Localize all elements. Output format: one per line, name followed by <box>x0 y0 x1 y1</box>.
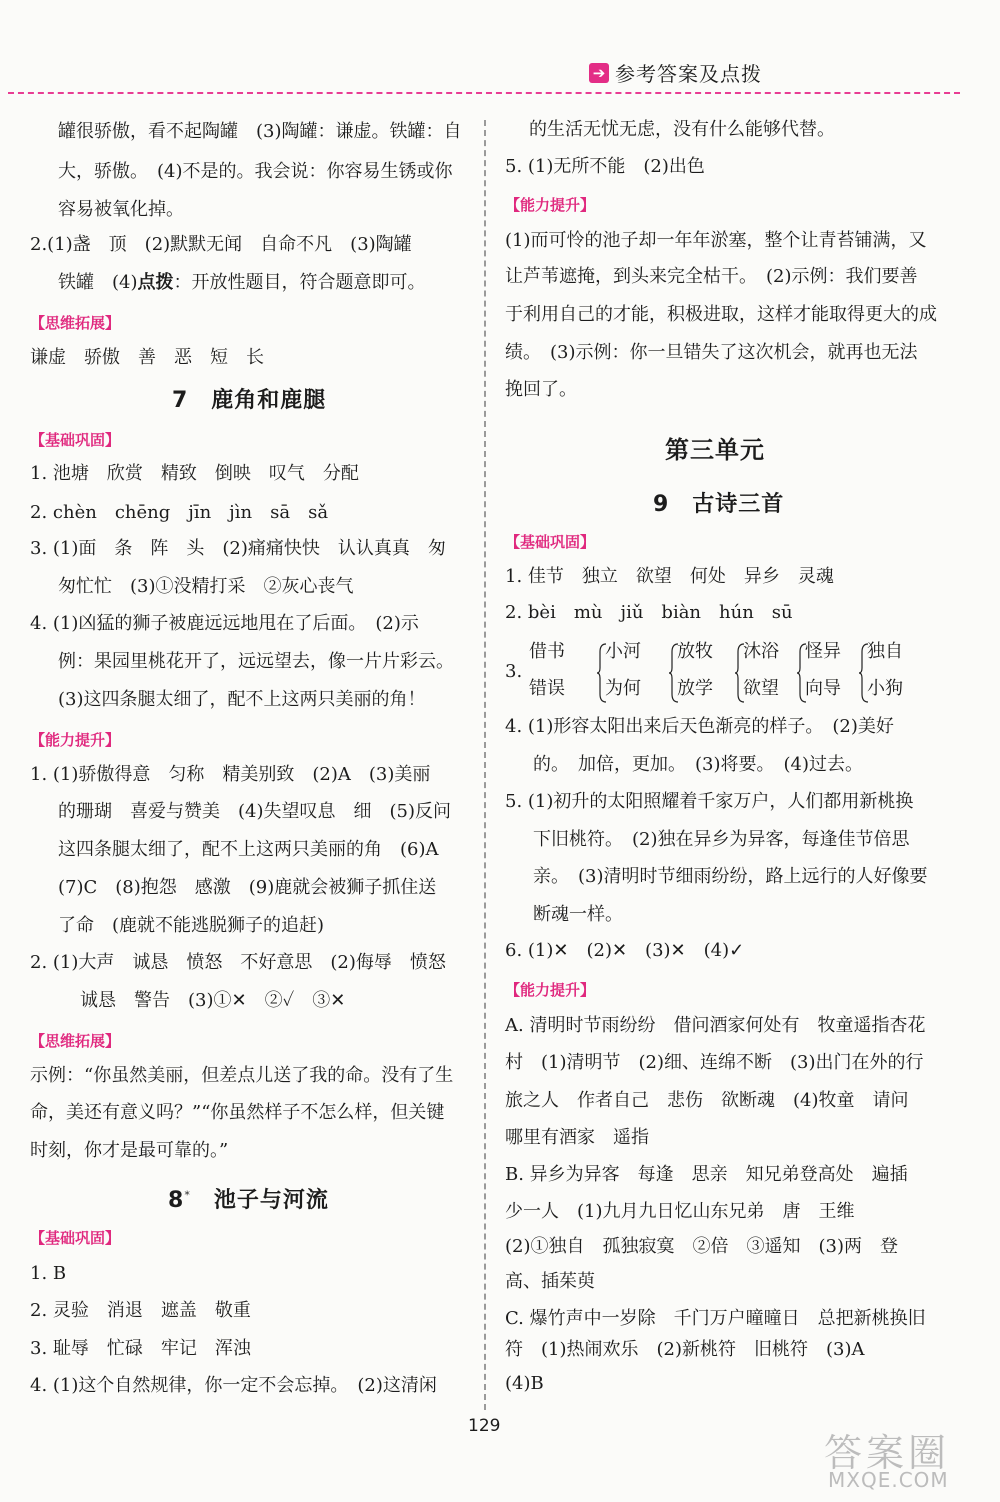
section-tag: 【思维拓展】 <box>30 1032 121 1050</box>
word-pair-item: 独自 <box>867 641 903 662</box>
lesson-number: 8 <box>168 1188 185 1213</box>
text-line: 于利用自己的才能，积极进取，这样才能取得更大的成 <box>505 304 937 325</box>
text-line: 下旧桃符。 (2)独在异乡为异客，每逢佳节倍思 <box>533 829 910 850</box>
word-pair-item: 放牧 <box>677 641 713 662</box>
text-line: 罐很骄傲，看不起陶罐 (3)陶罐：谦虚。铁罐：自 <box>58 121 462 142</box>
column-divider <box>484 120 486 1410</box>
text-line: 旅之人 作者自己 悲伤 欲断魂 (4)牧童 请问 <box>505 1090 909 1111</box>
text-line: 的珊瑚 喜爱与赞美 (4)失望叹息 细 (5)反问 <box>58 801 451 822</box>
text-line: 1. 佳节 独立 欲望 何处 异乡 灵魂 <box>505 566 834 587</box>
lesson-title: 7 鹿角和鹿腿 <box>172 388 327 413</box>
watermark-url: MXQE.COM <box>828 1468 949 1492</box>
text-segment: ：开放性题目，符合题意即可。 <box>173 272 426 293</box>
text-line: 5. (1)初升的太阳照耀着千家万户，人们都用新桃换 <box>505 791 914 812</box>
text-line: C. 爆竹声中一岁除 千门万户曈曈日 总把新桃换旧 <box>505 1308 926 1329</box>
text-line: 了命 (鹿就不能逃脱狮子的追赶) <box>58 915 325 936</box>
text-line: 的生活无忧无虑，没有什么能够代替。 <box>529 119 835 140</box>
word-pair-item: 为何 <box>605 678 641 699</box>
text-line: 少一人 (1)九月九日忆山东兄弟 唐 王维 <box>505 1201 855 1222</box>
text-line: 绩。 (3)示例：你一旦错失了这次机会，就再也无法 <box>505 342 918 363</box>
text-line: (4)B <box>505 1373 544 1394</box>
word-pair-item: 错误 <box>529 678 565 699</box>
word-pair-item: 欲望 <box>743 678 779 699</box>
text-line: 1. 池塘 欣赏 精致 倒映 叹气 分配 <box>30 463 359 484</box>
text-line: 匆忙忙 (3)①没精打采 ②灰心丧气 <box>58 576 354 597</box>
text-line: 大，骄傲。 (4)不是的。我会说：你容易生锈或你 <box>58 161 453 182</box>
text-line: 谦虚 骄傲 善 恶 短 长 <box>30 347 264 368</box>
question-number: 3. <box>505 661 523 682</box>
word-pair-item: 向导 <box>805 678 841 699</box>
text-line: 2.(1)盏 顶 (2)默默无闻 自命不凡 (3)陶罐 <box>30 234 412 255</box>
page-number: 129 <box>468 1416 501 1436</box>
text-line: 亲。 (3)清明时节细雨纷纷，路上远行的人好像要 <box>533 866 928 887</box>
text-line: 命，美还有意义吗？”“你虽然样子不怎么样，但关键 <box>30 1102 445 1123</box>
word-pair-item: 放学 <box>677 678 713 699</box>
text-line: (7)C (8)抱怨 感激 (9)鹿就会被狮子抓住送 <box>58 877 437 898</box>
text-line: 2. chèn chēng jīn jìn sā sǎ <box>30 502 329 523</box>
hint-label: 点拨 <box>137 272 174 293</box>
text-line: 哪里有酒家 遥指 <box>505 1127 649 1148</box>
section-tag: 【基础巩固】 <box>30 431 121 449</box>
unit-title: 第三单元 <box>665 436 765 464</box>
text-line: 挽回了。 <box>505 379 577 400</box>
lesson-title <box>168 1183 329 1214</box>
lesson-title: 9 古诗三首 <box>653 492 785 517</box>
section-tag: 【能力提升】 <box>505 196 596 214</box>
word-pair-item: 小狗 <box>867 678 903 699</box>
word-pair-item: 借书 <box>529 641 565 662</box>
text-line: 3. (1)面 条 阵 头 (2)痛痛快快 认认真真 匆 <box>30 538 446 559</box>
text-line: 1. (1)骄傲得意 匀称 精美别致 (2)A (3)美丽 <box>30 764 431 785</box>
text-line: 容易被氧化掉。 <box>58 199 184 220</box>
text-line: 3. 耻辱 忙碌 牢记 浑浊 <box>30 1338 251 1359</box>
text-line: 高、插茱萸 <box>505 1271 595 1292</box>
text-line: 示例：“你虽然美丽，但差点儿送了我的命。没有了生 <box>30 1065 454 1086</box>
text-line: (2)①独自 孤独寂寞 ②倍 ③遥知 (3)两 登 <box>505 1236 898 1257</box>
text-line: A. 清明时节雨纷纷 借问酒家何处有 牧童遥指杏花 <box>505 1015 926 1036</box>
header-divider <box>8 92 960 94</box>
text-line: 例：果园里桃花开了，远远望去，像一片片彩云。 <box>58 651 454 672</box>
text-line: 的。 加倍，更加。 (3)将要。 (4)过去。 <box>533 754 863 775</box>
text-line: (3)这四条腿太细了，配不上这两只美丽的角！ <box>58 689 426 710</box>
text-line <box>58 271 426 295</box>
text-line: 5. (1)无所不能 (2)出色 <box>505 156 705 177</box>
text-line: (1)而可怜的池子却一年年淤塞，整个让青苔铺满，又 <box>505 230 927 251</box>
text-line: 村 (1)清明节 (2)细、连绵不断 (3)出门在外的行 <box>505 1052 924 1073</box>
text-line: 时刻，你才是最可靠的。” <box>30 1140 229 1161</box>
word-pair-item: 沐浴 <box>743 641 779 662</box>
text-line: 1. B <box>30 1263 67 1284</box>
lesson-name: 池子与河流 <box>213 1188 329 1213</box>
text-line: 符 (1)热闹欢乐 (2)新桃符 旧桃符 (3)A <box>505 1339 865 1360</box>
text-line: 2. (1)大声 诚恳 愤怒 不好意思 (2)侮辱 愤怒 <box>30 952 446 973</box>
text-line: 4. (1)凶猛的狮子被鹿远远地甩在了后面。 (2)示 <box>30 613 419 634</box>
section-tag: 【能力提升】 <box>30 731 121 749</box>
text-line: 6. (1)✕ (2)✕ (3)✕ (4)✓ <box>505 940 745 961</box>
text-line: 4. (1)这个自然规律，你一定不会忘掉。 (2)这清闲 <box>30 1375 437 1396</box>
section-tag: 【能力提升】 <box>505 981 596 999</box>
arrow-right-icon: ➔ <box>589 63 609 83</box>
text-line: 2. 灵验 消退 遮盖 敬重 <box>30 1300 251 1321</box>
text-line: 让芦苇遮掩，到头来完全枯干。 (2)示例：我们要善 <box>505 266 918 287</box>
watermark-text: 答案圈 <box>824 1431 951 1475</box>
page-header <box>589 58 762 87</box>
word-pair-item: 怪异 <box>805 641 841 662</box>
section-tag: 【思维拓展】 <box>30 314 121 332</box>
text-line: 诚恳 警告 (3)①✕ ②✓ ③✕ <box>80 990 346 1011</box>
text-line: B. 异乡为异客 每逢 思亲 知兄弟登高处 遍插 <box>505 1164 908 1185</box>
header-title: 参考答案及点拨 <box>615 62 762 86</box>
text-line: 断魂一样。 <box>533 904 623 925</box>
text-line: 这四条腿太细了，配不上这两只美丽的角 (6)A <box>58 839 439 860</box>
optional-mark: * <box>184 1188 191 1202</box>
watermark-logo <box>800 1422 990 1492</box>
section-tag: 【基础巩固】 <box>30 1229 121 1247</box>
word-pair-item: 小河 <box>605 641 641 662</box>
text-line: 2. bèi mù jiǔ biàn hún sū <box>505 602 793 623</box>
text-line: 4. (1)形容太阳出来后天色渐亮的样子。 (2)美好 <box>505 716 894 737</box>
text-segment: 铁罐 (4) <box>58 272 138 293</box>
section-tag: 【基础巩固】 <box>505 533 596 551</box>
